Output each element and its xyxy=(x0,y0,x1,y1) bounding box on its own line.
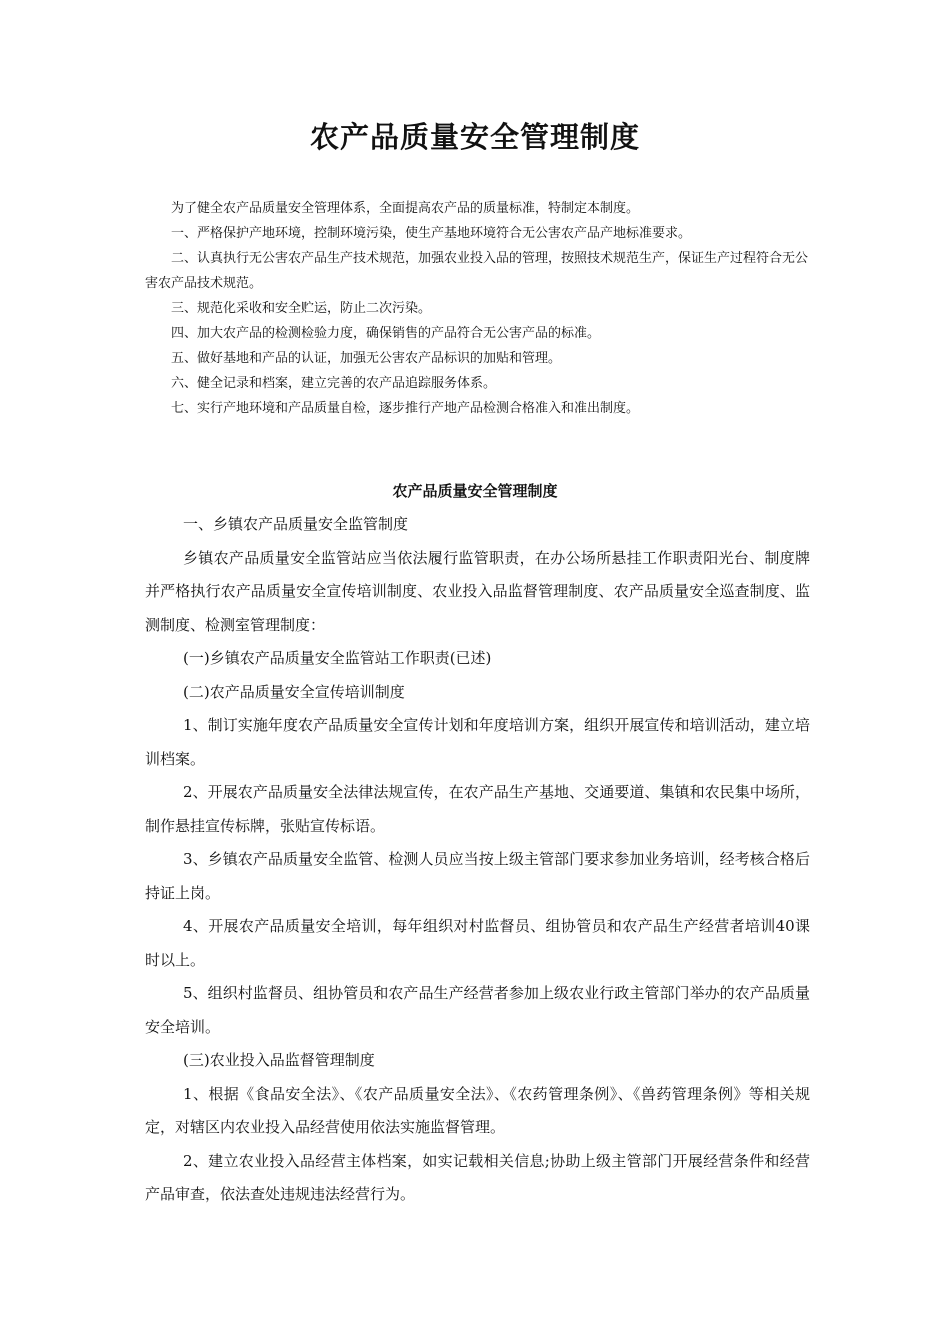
intro-paragraph: 三、规范化采收和安全贮运，防止二次污染。 xyxy=(171,301,432,316)
body-paragraph: 5、组织村监督员、组协管员和农产品生产经营者参加上级农业行政主管部门举办的农产品质量安全培训。 xyxy=(145,984,810,1036)
intro-paragraph: 七、实行产地环境和产品质量自检，逐步推行产地产品检测合格准入和准出制度。 xyxy=(171,401,640,416)
sub-heading: (三)农业投入品监督管理制度 xyxy=(183,1051,375,1069)
body-paragraph: 1、制订实施年度农产品质量安全宣传计划和年度培训方案，组织开展宣传和培训活动，建立培训档案。 xyxy=(145,716,810,768)
body-paragraph: 3、乡镇农产品质量安全监管、检测人员应当按上级主管部门要求参加业务培训，经考核合格后持证上岗。 xyxy=(145,850,810,902)
intro-paragraph: 二、认真执行无公害农产品生产技术规范，加强农业投入品的管理，按照技术规范生产，保证生产过程符合无公害农产品技术规范。 xyxy=(145,251,809,291)
intro-paragraph: 五、做好基地和产品的认证，加强无公害农产品标识的加贴和管理。 xyxy=(171,351,562,366)
body-paragraph: 4、开展农产品质量安全培训，每年组织对村监督员、组协管员和农产品生产经营者培训40课时以上。 xyxy=(145,917,810,969)
document-title: 农产品质量安全管理制度 xyxy=(309,120,640,154)
sub-heading: (一)乡镇农产品质量安全监管站工作职责(已述) xyxy=(183,649,492,667)
section-title: 农产品质量安全管理制度 xyxy=(392,482,558,500)
intro-paragraph: 六、健全记录和档案，建立完善的农产品追踪服务体系。 xyxy=(171,376,497,391)
body-paragraph: 乡镇农产品质量安全监管站应当依法履行监管职责，在办公场所悬挂工作职责阳光台、制度牌并严格执行农产品质量安全宣传培训制度、农业投入品监督管理制度、农产品质量安全巡查制度、监测制度、检测室管理制度： xyxy=(145,548,810,634)
intro-paragraph: 四、加大农产品的检测检验力度，确保销售的产品符合无公害产品的标准。 xyxy=(171,326,601,341)
sub-heading: (二)农产品质量安全宣传培训制度 xyxy=(183,682,405,701)
intro-paragraph: 为了健全农产品质量安全管理体系，全面提高农产品的质量标准，特制定本制度。 xyxy=(171,201,640,216)
intro-section xyxy=(145,196,817,421)
body-paragraph: 2、开展农产品质量安全法律法规宣传，在农产品生产基地、交通要道、集镇和农民集中场所，制作悬挂宣传标牌，张贴宣传标语。 xyxy=(145,783,810,835)
body-paragraph: 2、建立农业投入品经营主体档案，如实记载相关信息;协助上级主管部门开展经营条件和经营产品审查，依法查处违规违法经营行为。 xyxy=(145,1151,810,1203)
body-section xyxy=(145,508,810,1212)
section-heading: 一、乡镇农产品质量安全监管制度 xyxy=(183,515,409,533)
body-paragraph: 1、根据《食品安全法》、《农产品质量安全法》、《农药管理条例》、《兽药管理条例》等相关规定，对辖区内农业投入品经营使用依法实施监督管理。 xyxy=(145,1084,810,1136)
intro-paragraph: 一、严格保护产地环境，控制环境污染，使生产基地环境符合无公害农产品产地标准要求。 xyxy=(171,226,692,241)
